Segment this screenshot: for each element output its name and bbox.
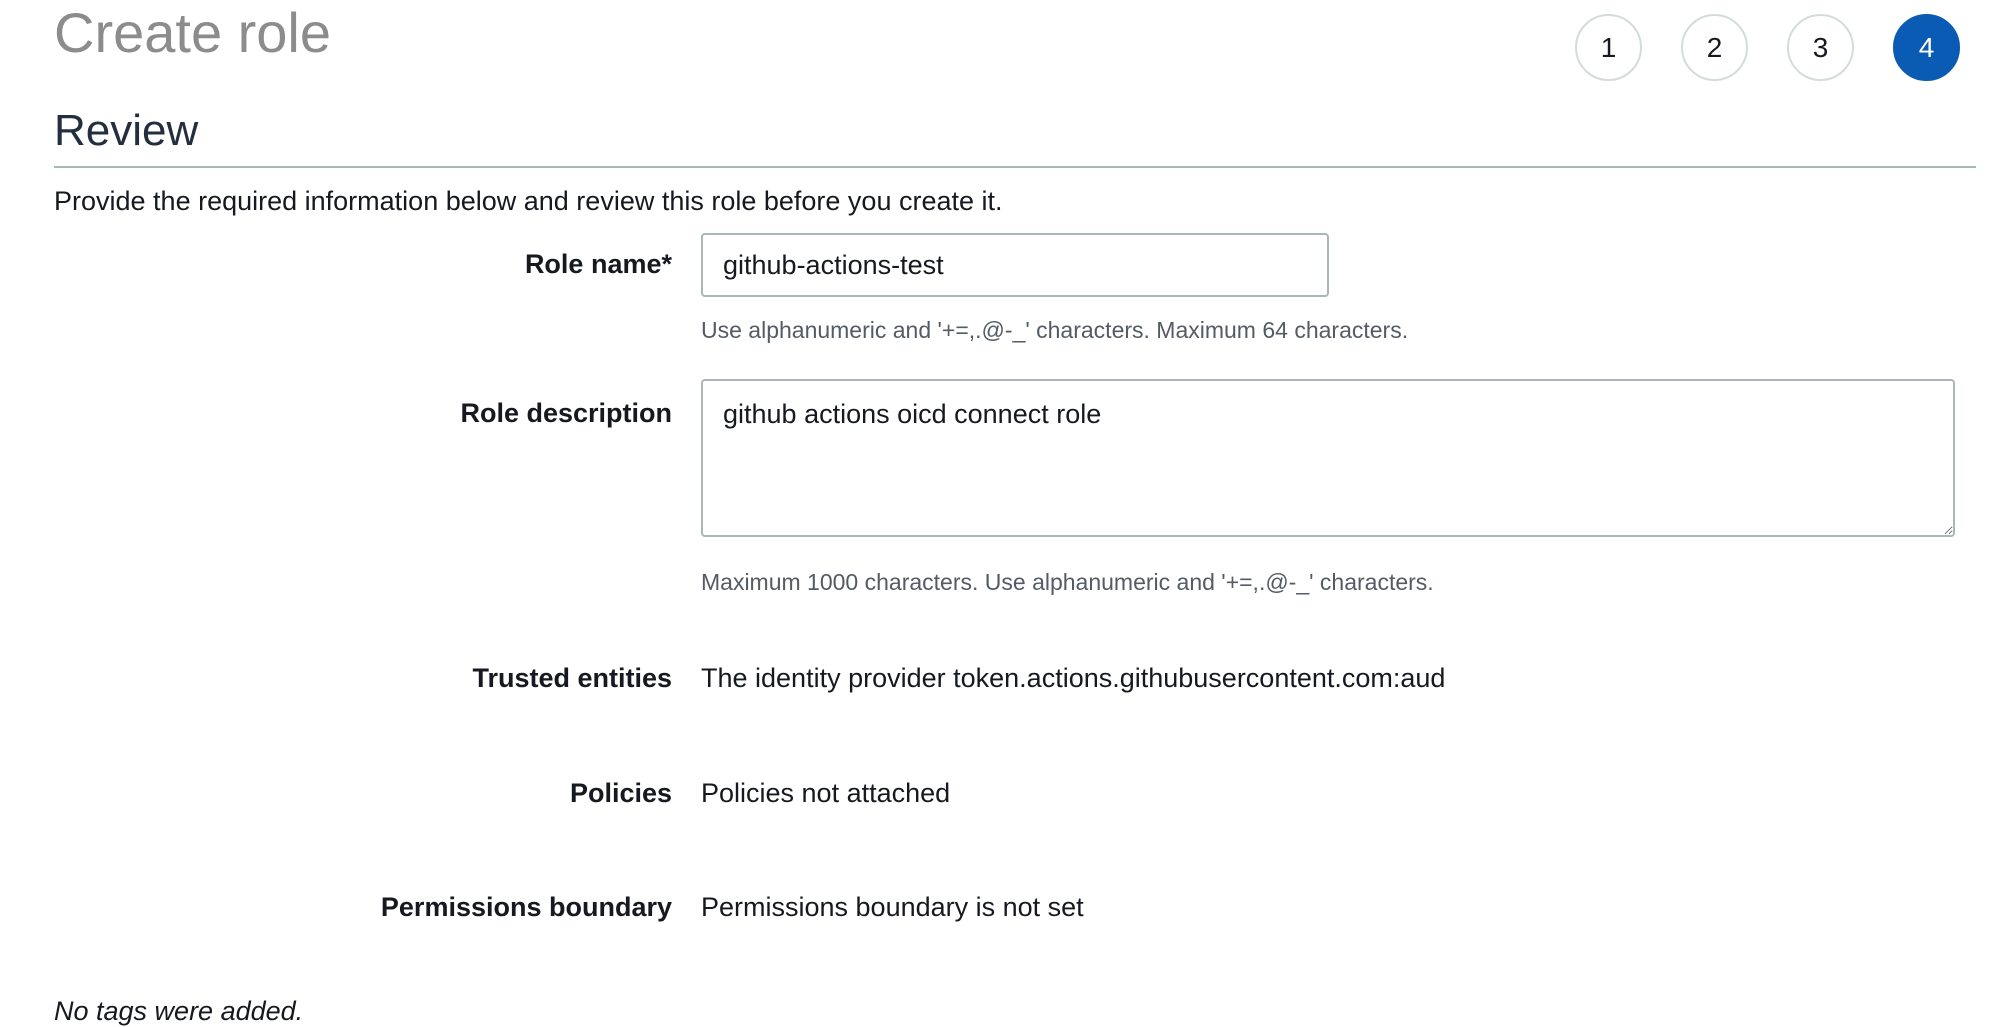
permissions-boundary-value: Permissions boundary is not set [701,892,1084,922]
trusted-entities-value: The identity provider token.actions.githubusercontent.com:aud [701,663,1446,693]
step-4-button[interactable]: 4 [1893,14,1960,81]
page-title: Create role [54,1,332,64]
no-tags-message: No tags were added. [54,996,304,1026]
role-description-hint: Maximum 1000 characters. Use alphanumeric and '+=,.@-_' characters. [701,569,1434,595]
section-heading: Review [54,106,199,155]
role-name-input[interactable] [701,233,1329,297]
step-1-button[interactable]: 1 [1575,14,1642,81]
role-description-textarea[interactable] [701,379,1955,537]
policies-value: Policies not attached [701,778,951,808]
role-description-label: Role description [460,398,672,428]
intro-text: Provide the required information below and review this role before you create it. [54,186,1003,216]
trusted-entities-label: Trusted entities [472,663,672,693]
permissions-boundary-label: Permissions boundary [380,892,672,922]
policies-label: Policies [569,778,672,808]
section-divider [54,166,1976,168]
role-name-label: Role name* [524,249,672,279]
wizard-steps [1575,14,1960,81]
step-3-button[interactable]: 3 [1787,14,1854,81]
role-name-hint: Use alphanumeric and '+=,.@-_' characters. Maximum 64 characters. [701,317,1409,343]
step-2-button[interactable]: 2 [1681,14,1748,81]
